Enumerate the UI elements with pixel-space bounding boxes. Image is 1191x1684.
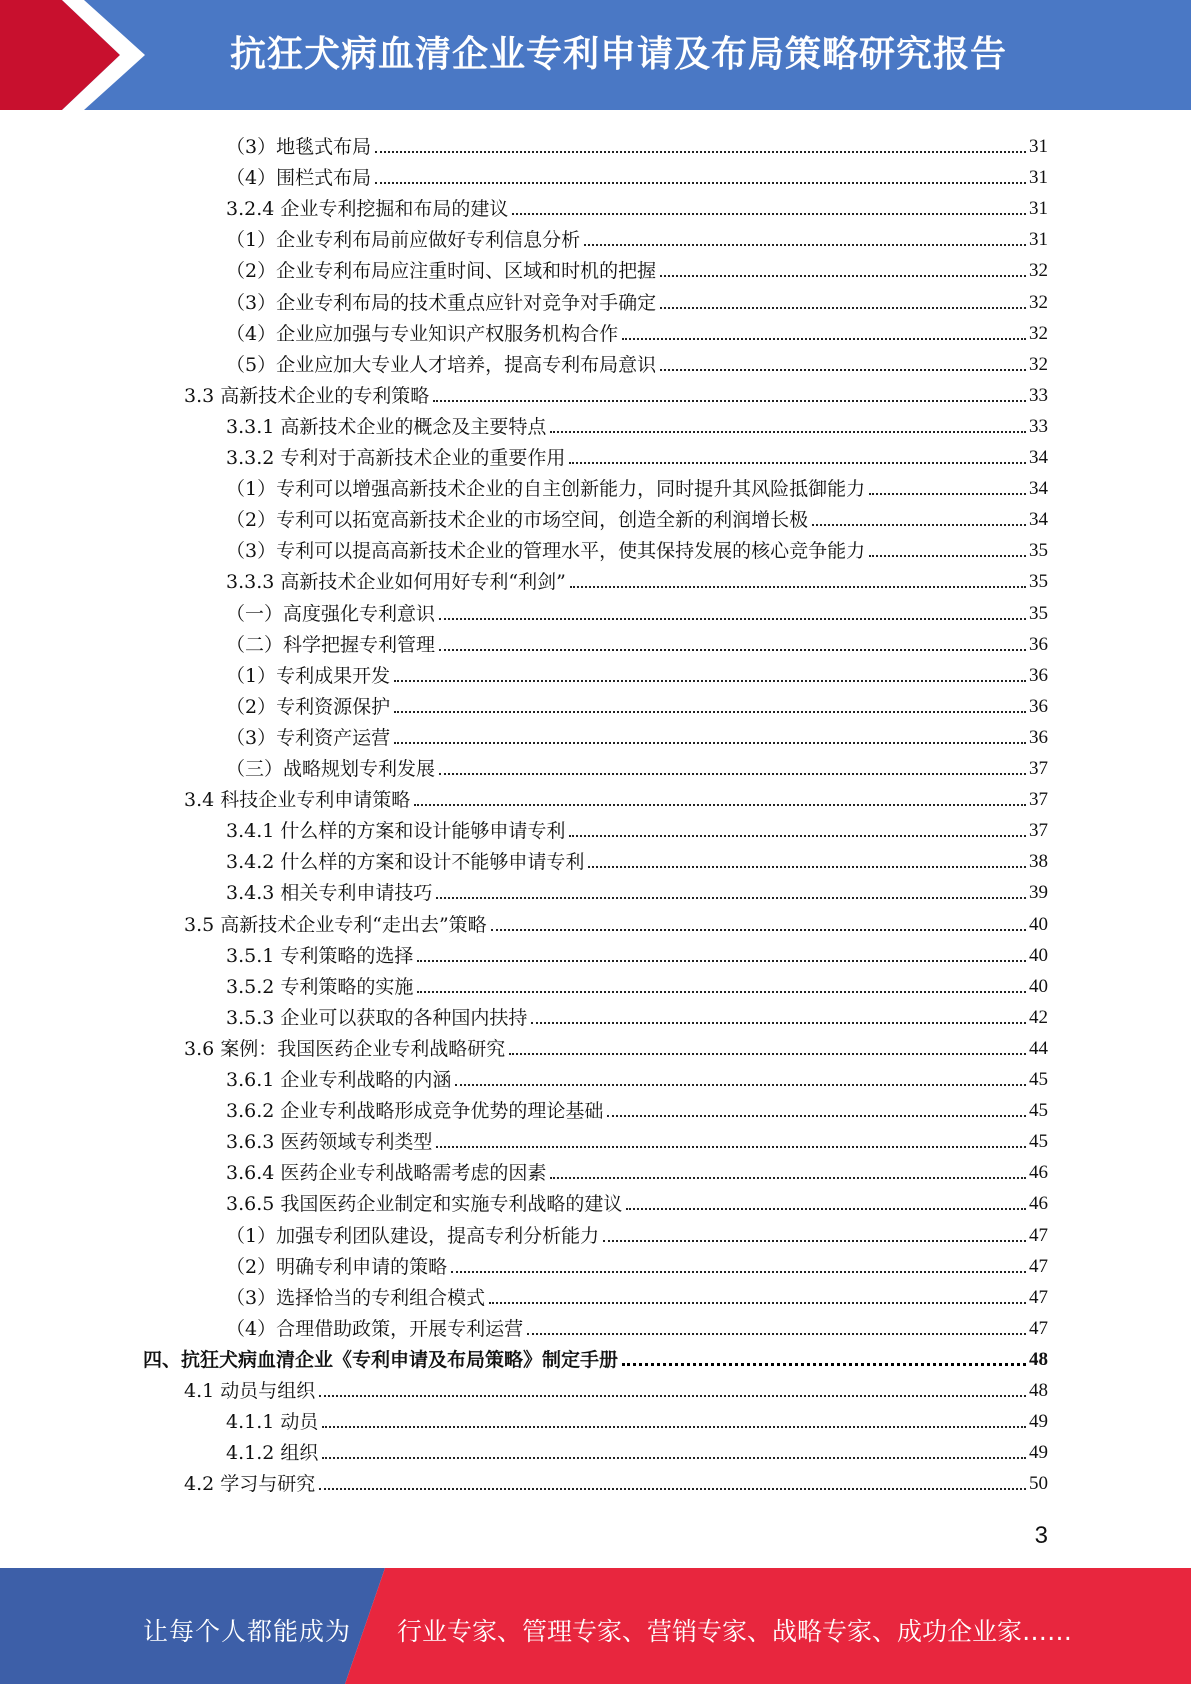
toc-dot-leader (417, 991, 1026, 993)
toc-entry-page: 38 (1029, 851, 1048, 873)
toc-entry-page: 49 (1029, 1411, 1048, 1433)
toc-entry-title: 3.6.2 企业专利战略形成竞争优势的理论基础 (226, 1100, 604, 1123)
toc-dot-leader (322, 1457, 1026, 1459)
toc-entry-title: 3.6.4 医药企业专利战略需考虑的因素 (226, 1162, 547, 1185)
toc-entry-title: （2）专利资源保护 (226, 695, 391, 718)
toc-entry-page: 42 (1029, 1006, 1048, 1028)
toc-entry[interactable] (184, 1371, 1048, 1402)
toc-entry-page: 32 (1029, 353, 1048, 375)
toc-entry-page: 37 (1029, 758, 1048, 779)
toc-entry-title: （3）地毯式布局 (226, 136, 372, 158)
toc-entry-page: 48 (1029, 1380, 1048, 1401)
toc-entry[interactable] (226, 407, 1048, 438)
toc-entry-title: 3.5 高新技术企业专利“走出去”策略 (184, 913, 487, 936)
toc-entry[interactable] (226, 1122, 1048, 1153)
toc-entry[interactable] (184, 905, 1048, 936)
toc-dot-leader (451, 1271, 1026, 1273)
toc-entry-page: 36 (1029, 633, 1048, 655)
toc-entry[interactable] (184, 1464, 1048, 1495)
toc-entry[interactable] (226, 220, 1048, 251)
toc-dot-leader (869, 493, 1026, 495)
toc-entry[interactable] (226, 345, 1048, 376)
toc-dot-leader (394, 742, 1026, 744)
toc-dot-leader (869, 555, 1026, 557)
toc-dot-leader (414, 804, 1026, 806)
toc-dot-leader (436, 1146, 1026, 1148)
toc-entry-page: 31 (1029, 198, 1048, 220)
toc-dot-leader (417, 960, 1026, 962)
toc-dot-leader (570, 586, 1026, 588)
toc-entry[interactable] (226, 1402, 1048, 1433)
header-title: 抗狂犬病血清企业专利申请及布局策略研究报告 (230, 34, 1008, 75)
toc-entry-title: 3.4 科技企业专利申请策略 (184, 789, 411, 812)
toc-entry-title: （2）专利可以拓宽高新技术企业的市场空间，创造全新的利润增长极 (226, 509, 809, 532)
toc-entry-title: （3）专利可以提高高新技术企业的管理水平，使其保持发展的核心竞争能力 (226, 540, 866, 563)
toc-entry-title: 3.3 高新技术企业的专利策略 (184, 384, 430, 407)
toc-entry-title: （1）加强专利团队建设，提高专利分析能力 (226, 1224, 600, 1247)
toc-dot-leader (319, 1395, 1026, 1397)
toc-dot-leader (394, 680, 1026, 682)
toc-entry-title: 4.1.2 组织 (226, 1442, 319, 1465)
toc-dot-leader (322, 1426, 1026, 1428)
toc-entry-title: 3.4.1 什么样的方案和设计能够申请专利 (226, 820, 566, 843)
toc-entry-page: 47 (1029, 1317, 1048, 1339)
toc-entry-page: 36 (1029, 664, 1048, 686)
toc-entry-title: 4.2 学习与研究 (184, 1473, 316, 1496)
toc-entry[interactable] (184, 1029, 1048, 1060)
toc-entry[interactable] (226, 967, 1048, 998)
toc-entry-page: 33 (1029, 415, 1048, 437)
toc-entry-page: 34 (1029, 478, 1048, 500)
toc-entry-title: 3.6.1 企业专利战略的内涵 (226, 1069, 452, 1091)
toc-entry-page: 40 (1029, 913, 1048, 935)
toc-entry-title: （1）专利成果开发 (226, 664, 391, 687)
toc-dot-leader (660, 369, 1026, 371)
toc-entry-page: 50 (1029, 1473, 1048, 1495)
toc-entry[interactable] (226, 1060, 1048, 1091)
toc-entry-page: 45 (1029, 1069, 1048, 1090)
toc-dot-leader (660, 307, 1026, 309)
toc-dot-leader (394, 711, 1026, 713)
toc-entry-page: 35 (1029, 571, 1048, 593)
toc-entry-page: 31 (1029, 229, 1048, 251)
toc-entry[interactable] (226, 998, 1048, 1029)
toc-entry-title: 四、抗狂犬病血清企业《专利申请及布局策略》制定手册 (143, 1348, 619, 1371)
toc-dot-leader (531, 1022, 1026, 1024)
toc-entry-title: （二）科学把握专利管理 (226, 633, 436, 656)
toc-dot-leader (569, 462, 1026, 464)
toc-entry-title: 3.3.1 高新技术企业的概念及主要特点 (226, 415, 547, 438)
toc-entry[interactable] (226, 158, 1048, 189)
toc-entry-title: （一）高度强化专利意识 (226, 602, 436, 625)
toc-entry-title: （2）企业专利布局应注重时间、区域和时机的把握 (226, 260, 657, 283)
toc-dot-leader (439, 618, 1026, 620)
toc-entry[interactable] (226, 656, 1048, 687)
toc-entry[interactable] (226, 314, 1048, 345)
toc-entry[interactable] (226, 127, 1048, 158)
toc-entry-title: （1）专利可以增强高新技术企业的自主创新能力，同时提升其风险抵御能力 (226, 478, 866, 501)
toc-entry-page: 32 (1029, 291, 1048, 313)
toc-entry-title: 3.6 案例：我国医药企业专利战略研究 (184, 1037, 506, 1060)
page-header (0, 0, 1191, 110)
toc-entry[interactable] (226, 1153, 1048, 1184)
toc-entry[interactable] (226, 842, 1048, 873)
toc-entry[interactable] (226, 438, 1048, 469)
toc-entry-page: 39 (1029, 882, 1048, 904)
toc-dot-leader (588, 866, 1026, 868)
toc-entry-page: 37 (1029, 820, 1048, 842)
toc-entry-title: 3.6.3 医药领域专利类型 (226, 1131, 433, 1154)
toc-dot-leader (812, 524, 1026, 526)
toc-dot-leader (375, 151, 1026, 153)
footer-slogan-left: 让每个人都能成为 (143, 1617, 352, 1646)
toc-entry-page: 36 (1029, 695, 1048, 717)
toc-entry-page: 46 (1029, 1193, 1048, 1215)
toc-dot-leader (439, 649, 1026, 651)
toc-entry[interactable] (226, 718, 1048, 749)
toc-entry[interactable] (226, 1216, 1048, 1247)
toc-dot-leader (433, 400, 1026, 402)
toc-entry-title: （1）企业专利布局前应做好专利信息分析 (226, 229, 581, 252)
toc-entry-title: （2）明确专利申请的策略 (226, 1255, 448, 1278)
toc-dot-leader (319, 1488, 1026, 1490)
toc-entry-page: 47 (1029, 1255, 1048, 1277)
toc-entry-title: 3.3.2 专利对于高新技术企业的重要作用 (226, 447, 566, 469)
toc-entry-page: 45 (1029, 1100, 1048, 1122)
toc-dot-leader (569, 835, 1026, 837)
toc-entry-page: 31 (1029, 167, 1048, 189)
toc-entry-page: 40 (1029, 944, 1048, 966)
toc-dot-leader (603, 1240, 1026, 1242)
toc-entry[interactable] (226, 749, 1048, 780)
toc-entry[interactable] (226, 531, 1048, 562)
toc-dot-leader (607, 1115, 1026, 1117)
toc-entry-title: （三）战略规划专利发展 (226, 758, 436, 780)
toc-entry-title: （4）围栏式布局 (226, 167, 372, 190)
toc-entry-page: 45 (1029, 1131, 1048, 1153)
toc-entry[interactable] (226, 500, 1048, 531)
toc-entry-title: 3.5.2 专利策略的实施 (226, 975, 414, 998)
toc-entry[interactable] (226, 562, 1048, 593)
toc-entry-title: （3）企业专利布局的技术重点应针对竞争对手确定 (226, 291, 657, 314)
toc-entry[interactable] (226, 594, 1048, 625)
toc-entry-page: 33 (1029, 384, 1048, 406)
toc-entry-title: （3）专利资产运营 (226, 726, 391, 749)
toc-entry-title: 3.3.3 高新技术企业如何用好专利“利剑” (226, 571, 566, 594)
toc-entry[interactable] (226, 873, 1048, 904)
toc-entry[interactable] (226, 687, 1048, 718)
toc-dot-leader (375, 182, 1026, 184)
toc-dot-leader (455, 1084, 1026, 1086)
toc-entry[interactable] (226, 811, 1048, 842)
toc-entry[interactable] (226, 283, 1048, 314)
toc-entry[interactable] (226, 1433, 1048, 1464)
toc-dot-leader (660, 275, 1026, 277)
toc-entry-title: 4.1.1 动员 (226, 1411, 319, 1434)
toc-entry[interactable] (226, 251, 1048, 282)
toc-entry-page: 47 (1029, 1286, 1048, 1308)
toc-entry-page: 48 (1029, 1348, 1048, 1370)
toc-entry-page: 35 (1029, 602, 1048, 624)
toc-entry-page: 40 (1029, 975, 1048, 997)
toc-entry[interactable] (226, 1247, 1048, 1278)
toc-entry[interactable] (184, 376, 1048, 407)
toc-entry-page: 32 (1029, 260, 1048, 282)
toc-dot-leader (512, 213, 1026, 215)
toc-entry-title: （4）企业应加强与专业知识产权服务机构合作 (226, 322, 619, 345)
toc-entry-title: 3.4.2 什么样的方案和设计不能够申请专利 (226, 851, 585, 874)
toc-entry-page: 34 (1029, 447, 1048, 468)
toc-entry-title: 4.1 动员与组织 (184, 1380, 316, 1402)
toc-dot-leader (436, 897, 1026, 899)
toc-dot-leader (489, 1302, 1026, 1304)
page-number: 3 (1034, 1522, 1048, 1549)
toc-entry-page: 35 (1029, 540, 1048, 562)
toc-entry[interactable] (226, 1091, 1048, 1122)
toc-entry-title: （3）选择恰当的专利组合模式 (226, 1286, 486, 1309)
toc-entry-title: （5）企业应加大专业人才培养，提高专利布局意识 (226, 353, 657, 376)
toc-entry[interactable] (226, 1184, 1048, 1215)
page-footer (0, 1568, 1191, 1684)
toc-entry[interactable] (184, 780, 1048, 811)
toc-dot-leader (550, 1177, 1026, 1179)
toc-entry-title: 3.2.4 企业专利挖掘和布局的建议 (226, 198, 509, 221)
toc-entry-title: 3.5.3 企业可以获取的各种国内扶持 (226, 1006, 528, 1029)
toc-entry-page: 46 (1029, 1162, 1048, 1184)
toc-entry-title: 3.5.1 专利策略的选择 (226, 944, 414, 967)
toc-entry[interactable] (226, 1278, 1048, 1309)
toc-entry-page: 36 (1029, 726, 1048, 748)
toc-entry[interactable] (226, 625, 1048, 656)
toc-entry-page: 49 (1029, 1442, 1048, 1464)
footer-slogan-right: 行业专家、管理专家、营销专家、战略专家、成功企业家…… (397, 1617, 1073, 1646)
toc-entry[interactable] (226, 189, 1048, 220)
toc-entry-page: 32 (1029, 322, 1048, 344)
toc-dot-leader (584, 244, 1026, 246)
toc-entry[interactable] (226, 469, 1048, 500)
toc-entry-page: 37 (1029, 789, 1048, 811)
toc-dot-leader (622, 1363, 1026, 1366)
toc-entry-page: 47 (1029, 1224, 1048, 1246)
toc-entry-page: 44 (1029, 1037, 1048, 1059)
toc-entry[interactable] (226, 1309, 1048, 1340)
toc-entry[interactable] (143, 1340, 1048, 1371)
toc-dot-leader (491, 929, 1026, 931)
toc-entry[interactable] (226, 936, 1048, 967)
toc-entry-page: 31 (1029, 136, 1048, 157)
toc-dot-leader (439, 773, 1026, 775)
toc-entry-page: 34 (1029, 509, 1048, 531)
toc-dot-leader (527, 1333, 1026, 1335)
toc-entry-title: 3.4.3 相关专利申请技巧 (226, 882, 433, 905)
toc-dot-leader (622, 338, 1026, 340)
toc-dot-leader (550, 431, 1026, 433)
toc-entry-title: 3.6.5 我国医药企业制定和实施专利战略的建议 (226, 1193, 623, 1216)
toc-entry-title: （4）合理借助政策，开展专利运营 (226, 1317, 524, 1340)
toc-dot-leader (626, 1208, 1026, 1210)
toc-dot-leader (509, 1053, 1026, 1055)
